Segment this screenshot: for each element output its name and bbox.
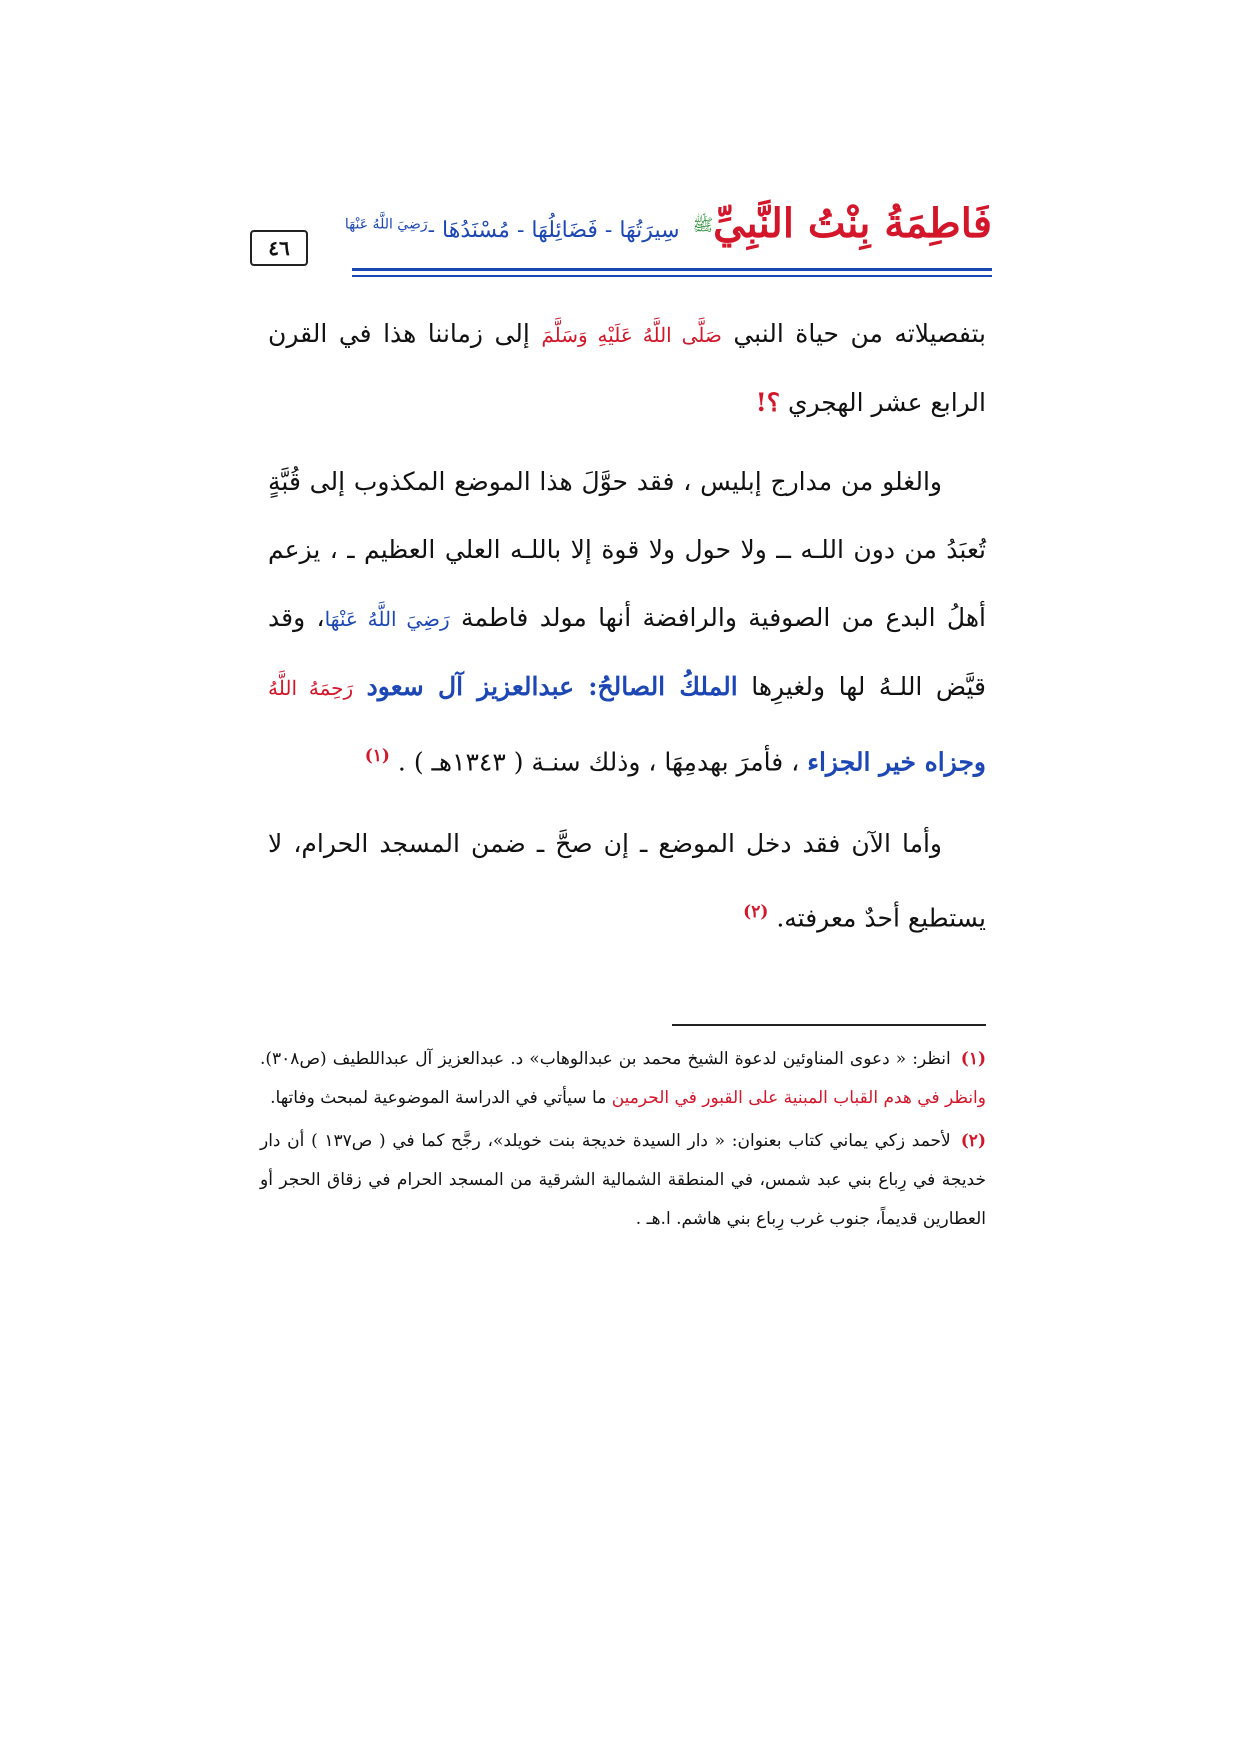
footnote-ref-1[interactable]: (١) xyxy=(364,746,390,766)
fatima-honorific: رَضِيَ اللَّهُ عَنْهَا xyxy=(324,607,450,631)
paragraph-1-after: إلى زماننا هذا في القرن الرابع عشر الهجري xyxy=(268,319,986,417)
paragraph-2-part1: والغلو من مدارج إبليس ، فقد حوَّلَ هذا الموضع المكذوب إلى قُبَّةٍ تُعبَدُ من دون اللـه ــ ولا حول ولا قوة إلا باللـه العلي العظيم ـ ، يزعم أهلُ البدع من الصوفية والرافضة أنها مولد فاطمة xyxy=(268,467,986,632)
paragraph-2 xyxy=(268,448,986,796)
subtitle-honorific: رَضِيَ اللَّهُ عَنْهَا xyxy=(344,216,428,233)
header-rule-thin xyxy=(352,275,992,277)
page-number: ٤٦ xyxy=(250,230,308,266)
book-title xyxy=(344,200,992,247)
prophet-honorific: صَلَّى اللَّهُ عَلَيْهِ وَسَلَّمَ xyxy=(541,323,722,347)
paragraph-1 xyxy=(268,300,986,437)
king-prayer: وجزاه خير الجزاء xyxy=(807,747,986,777)
header-rule-thick xyxy=(352,268,992,271)
book-subtitle-text: سِيرَتُهَا - فَضَائِلُهَا - مُسْنَدُهَا - xyxy=(427,218,680,243)
exclamation: ؟! xyxy=(755,388,780,417)
book-title-main: فَاطِمَةُ بِنْتُ النَّبِيِّ xyxy=(713,200,992,247)
footnote-1-highlight: وانظر في هدم القباب المبنية على القبور في الحرمين xyxy=(611,1088,986,1108)
footnote-2-number: (٢) xyxy=(960,1131,986,1151)
page-header xyxy=(250,190,992,288)
footnote-ref-2[interactable]: (٢) xyxy=(743,902,769,922)
footnote-2 xyxy=(260,1122,986,1239)
footnote-1-number: (١) xyxy=(960,1049,986,1069)
title-honorific: ﷺ xyxy=(692,215,714,236)
paragraph-2-part3: ، فأمرَ بهدمِهَا ، وذلك سنـة ( ١٣٤٣هـ ) . xyxy=(397,747,800,777)
paragraph-3 xyxy=(268,810,986,952)
footnote-separator xyxy=(672,1024,986,1026)
book-subtitle xyxy=(345,218,680,243)
footnotes xyxy=(260,1040,986,1243)
footnote-1-text-end: ما سيأتي في الدراسة الموضوعية لمبحث وفاتها. xyxy=(270,1088,607,1108)
paragraph-3-text: وأما الآن فقد دخل الموضع ـ إن صحَّ ـ ضمن المسجد الحرام، لا يستطيع أحدٌ معرفته. xyxy=(268,829,986,933)
footnote-1-text: انظر: « دعوى المناوئين لدعوة الشيخ محمد بن عبدالوهاب» د. عبدالعزيز آل عبداللطيف (ص٣٠٨). xyxy=(260,1049,951,1069)
king-name: الملكُ الصالحُ: عبدالعزيز آل سعود xyxy=(366,672,738,701)
footnote-1 xyxy=(260,1040,986,1118)
paragraph-2-part2: ، وقد قيَّض اللـهُ لها ولغيرِها xyxy=(268,603,986,701)
footnote-2-text: لأحمد زكي يماني كتاب بعنوان: « دار السيدة خديجة بنت خويلد»، رجَّح كما في ( ص١٣٧ ) أن دار خديجة في رِباع بني عبد شمس، في المنطقة الشمالية الشرقية من المسجد الحرام في زقاق الحجر أو العطارين قديماً، جنوب غرب رِباع بني هاشم. ا.هـ . xyxy=(260,1131,986,1229)
king-honorific: رَحِمَهُ اللَّهُ xyxy=(268,676,354,700)
paragraph-1-before: بتفصيلاته من حياة النبي xyxy=(733,319,987,348)
